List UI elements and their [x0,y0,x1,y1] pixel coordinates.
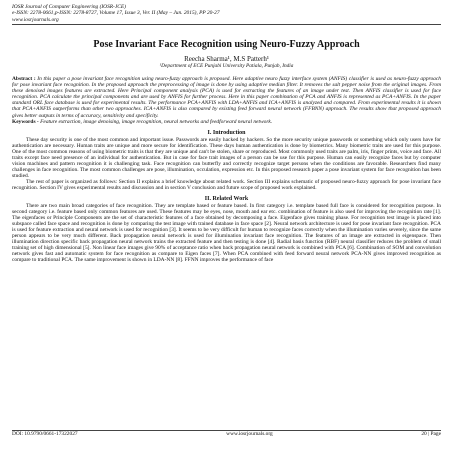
keywords-label: Keywords - [12,118,39,125]
section-heading-related-work: II. Related Work [204,196,249,203]
journal-header [12,4,441,23]
keywords-text: Feature extraction, image denoising, image recognition, neural networks and feedforward neural network. [40,118,273,125]
intro-paragraph-1: These day security is one of the most common and important issue. Passwords are easily hacked by hackers. So the more security unique passwords or something which only users have for authentication are necessary. Human traits are unique and more secure for identification. These days human authentication is done by biometrics. Many biometric traits are used for this purpose. One of the most common reasons of using biometric traits is that they are unique and can't be stolen, share or reproduced. Most commonly used traits are palm, iris, finger prints, voice and face. All traits except face need presence of an individual for authentication. But in case for face trait images of a person can be use for this purpose. Human can easily recognize faces but by computer vision machines and pattern recognition it is challenging task. Face recognition can butterfly and correctly recognize target persons when the conditions are favorable. Researchers find many challenges in face recognition. The most common challenges are pose, illumination, occulation, expression etc. In this proposed research paper a pose invariant system for face recognition has been studied. [12,136,441,179]
abstract [12,76,441,118]
paper-authors: Reecha Sharma¹, M.S Patterh¹ [184,55,269,64]
abstract-text: In this paper a pose invariant face recognition using neuro-fuzzy approach is proposed. Here adaptive neuro fuzzy interface system (ANFIS) classifier is used as neuro-fuzzy approach for pose invariant face recognition. In the proposed approach the preprocessing of image is done by using adaptive median filter. It removes the salt pepper noise from the original images. From these denoised images features are extracted. Here Principal component analysis (PCA) is used for extracting the features of an image under test. Then ANFIS classifier is used for face recognition. PCA calculate the principal components and are used by ANFIS for further process. Here in this paper combination of PCA and ANFIS is represented as PCA+ANFIS. In the paper standard ORL face database is used for experimental results. The performance PCA+ANFIS with LDA+ANFIS and ICA+ANFIS is analyzed and compared. From experimental results it is shown that PCA+ANFIS outperforms than other two approaches. ICA+ANFIS is also compared by existing feed forward neural network (FFBNN) approach. The results show that proposed approach gives better outputs in terms of accuracy, sensitivity and specificity. [12,76,442,119]
footer-url[interactable]: www.iosrjournals.org [226,431,273,437]
journal-issn: e-ISSN: 2278-0661,p-ISSN: 2278-8727, Volume 17, Issue 3, Ver. II (May – Jun. 2015), PP 20-27 [12,10,220,17]
related-work-paragraph-1: There are two main broad categories of face recognition. They are template based or feature based. In first category i.e. template based full face is considered for recognition purpose. In second category i.e. feature based only common features are used. These features may be eyes, nose, mouth and ear etc. combination of feature is also used for improving the recognition rate [1]. The eigenfaces or Principle Components are the set of characteristic features of a face obtained by decomposing a face. Eigenface gives training phase. For recognition test image is placed into subspace called face space and recognition is done by comparing the test image with trained database in face space [2]. Neural network architecture is used for pose invariant face recognition. PCA is used for feature extraction and neural network is used for recognition [3]. It seems to be very difficult for human to recognize faces correctly when the illumination varies severely, since the same person appears to be very much different. Back propagation neural network is used for illumination invariant face recognition. The features of an image are extracted in eigenspace. Then illumination direction specific back propagation neural network trains the extracted feature and then testing is done [4]. Radial basis function (RBF) neural classifier reduces the problem of small training set of high dimensional [5]. Non linear face images give 90% of acceptance ratio when back propagation neural network is combined with PCA [6]. Combination of SOM and convolution network gives fast and automatic system for face recognition as compare to Eigen faces [7]. When PCA combined with feed forward neural network PCA-NN gives improved recognition as compare to traditional PCA. The same improvement is shown in LDA-NN [8]. FFNN improves the performance of face [12,203,441,264]
journal-name: IOSR Journal of Computer Engineering (IOSR-JCE) [12,4,126,10]
paper-title: Pose Invariant Face Recognition using Neuro-Fuzzy Approach [93,39,360,51]
header-rule [12,24,441,25]
footer-page-number: 20 | Page [421,431,441,437]
footer-doi[interactable]: DOI: 10.9790/0661-17322027 [12,431,78,437]
section-heading-introduction: I. Introduction [207,129,246,136]
keywords [12,119,441,125]
intro-paragraph-2: The rest of paper is organized as follows: Section II explains a brief knowledge about related work. Section III explains schematic of proposed neuro-fuzzy approach for pose invariant face recognition. Section IV gives experimental results and discussion and in section V conclusion and future scope of proposed work explained. [12,178,441,191]
paper-affiliation: ¹Department of ECE Punjabi University Patiala, Punjab, India [159,63,294,70]
abstract-label: Abstract : [12,76,36,83]
journal-url[interactable]: www.iosrjournals.org [12,16,59,23]
page-footer [12,430,441,438]
